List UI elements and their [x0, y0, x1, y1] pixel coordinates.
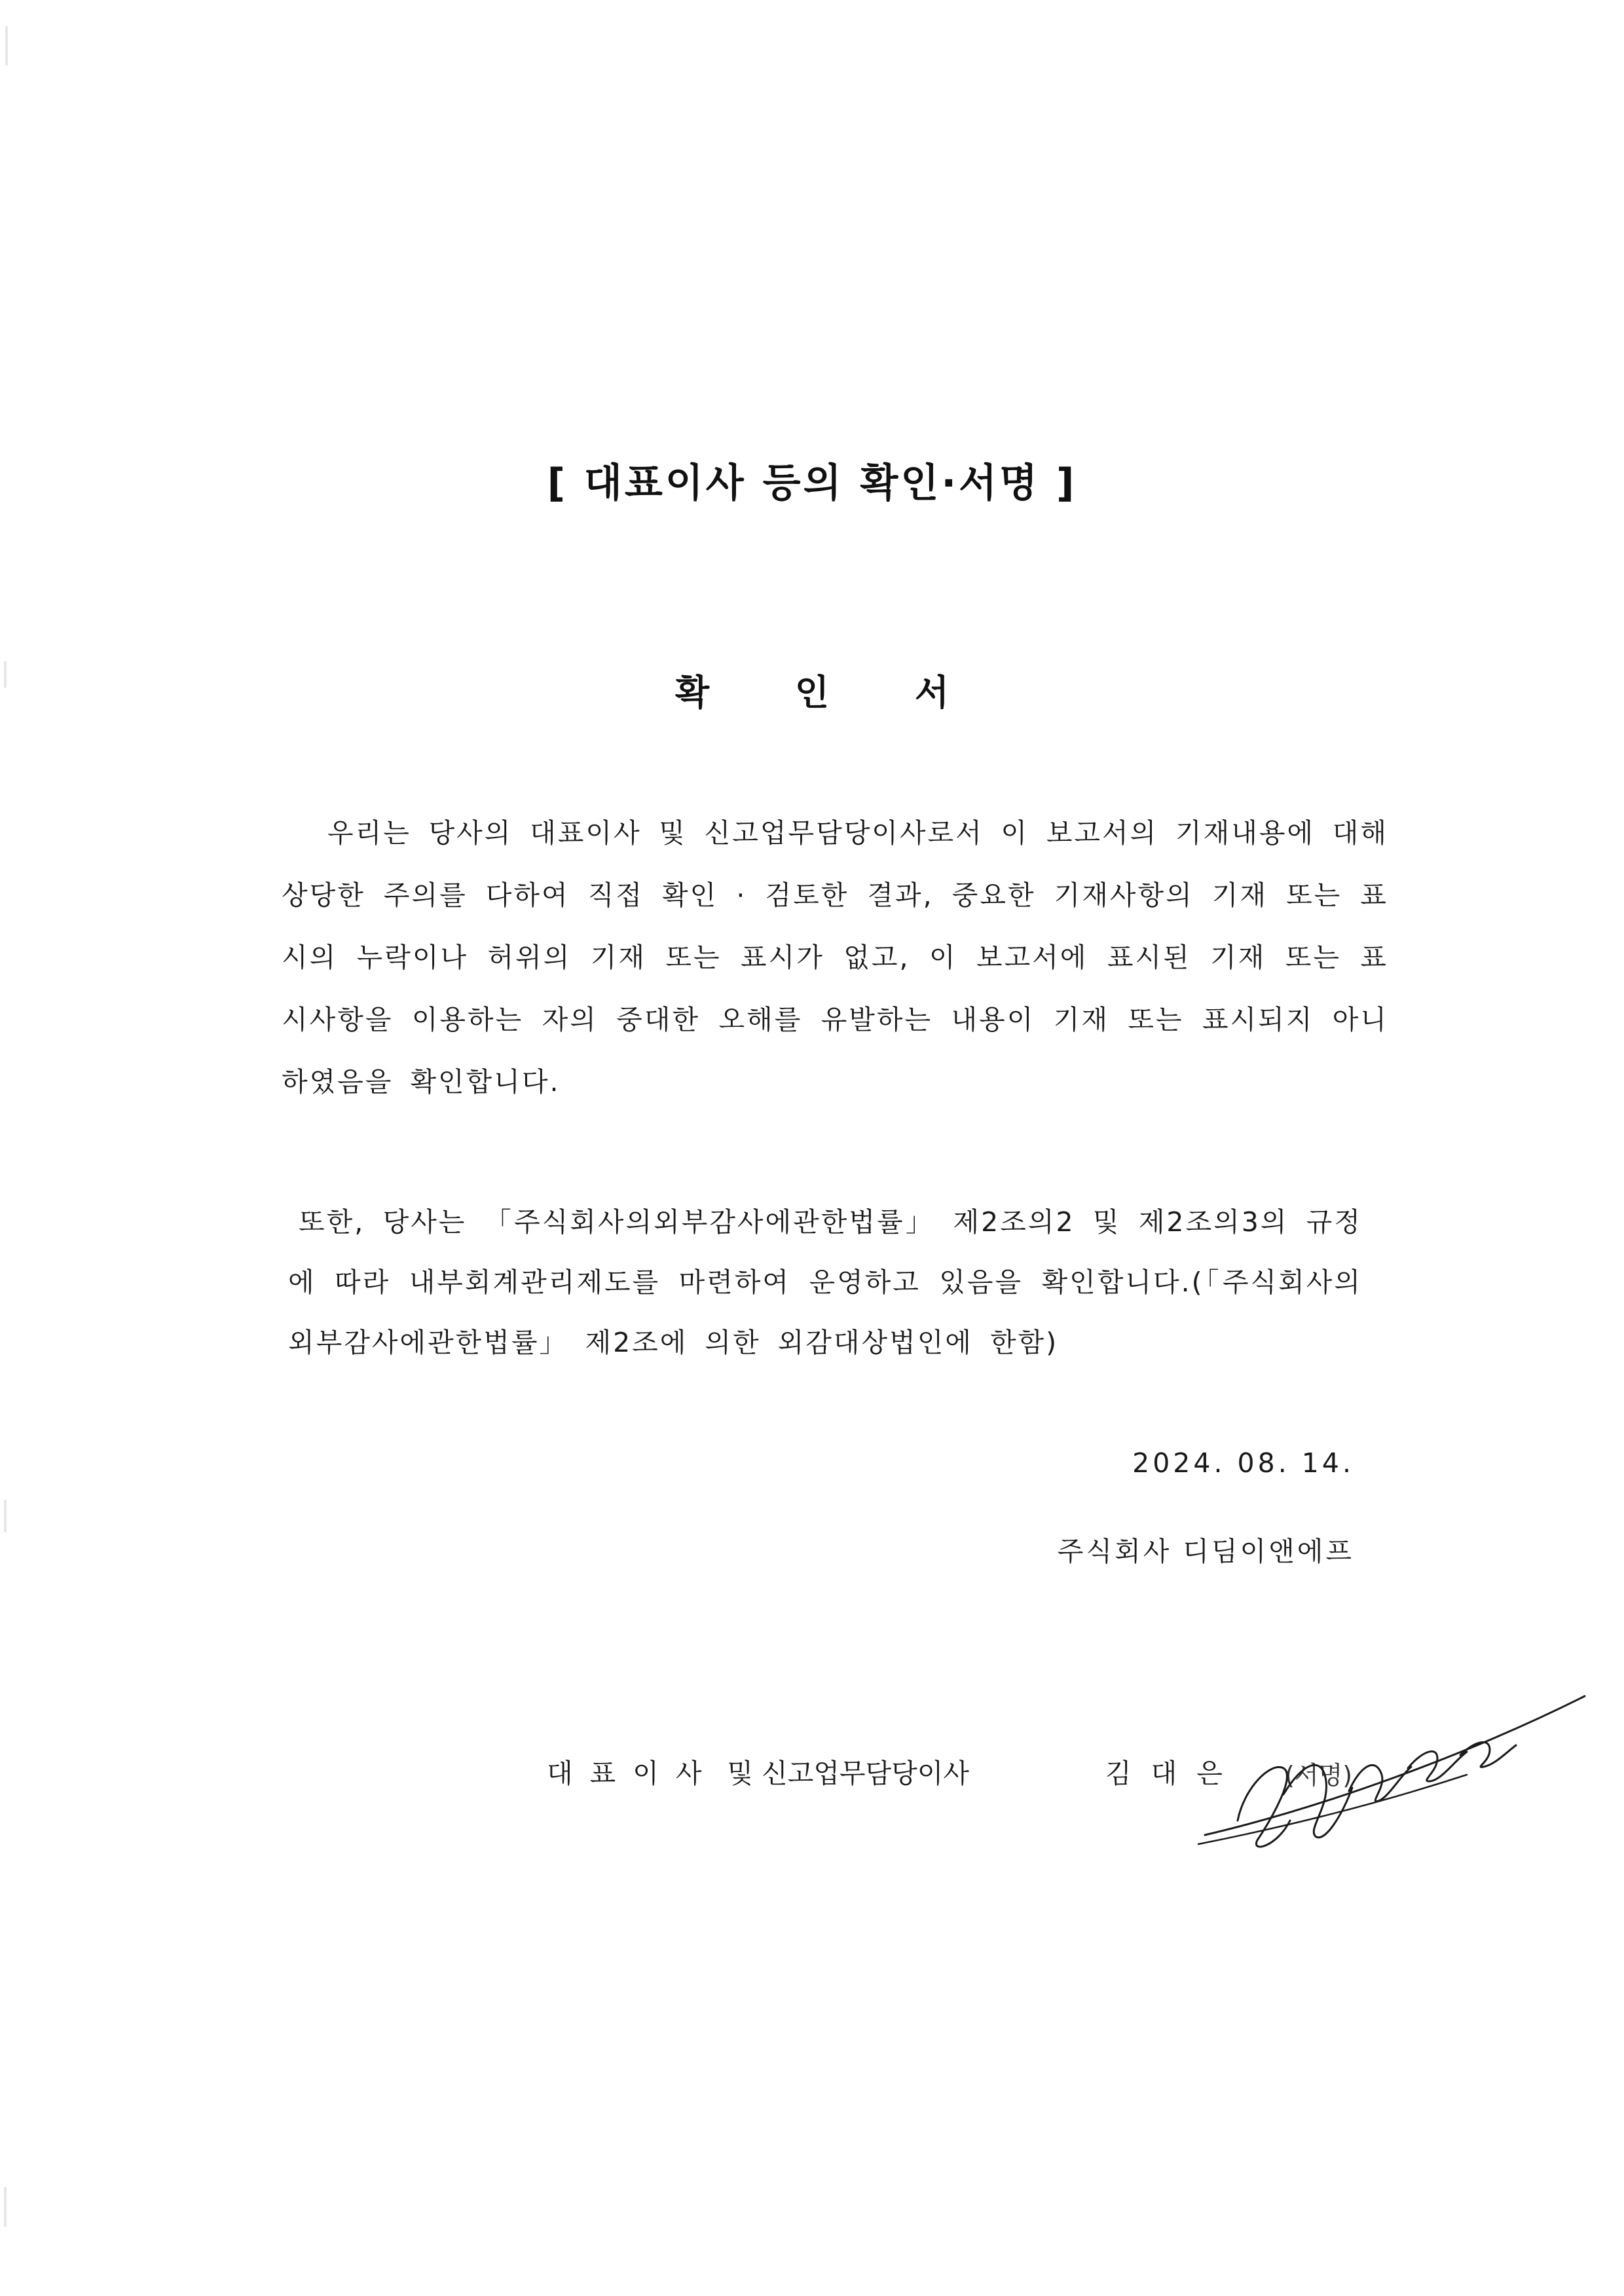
signer-name: 김대은	[1105, 1758, 1242, 1789]
document-subtitle: 확 인 서	[674, 672, 986, 713]
signer-role-suffix: 및 신고업무담당이사	[727, 1758, 969, 1789]
signer-role-prefix: 대표이사	[547, 1758, 719, 1789]
document-heading: [ 대표이사 등의 확인·서명 ]	[547, 460, 1077, 506]
document-date: 2024. 08. 14.	[1132, 1447, 1354, 1479]
seal-label: (서명)	[1285, 1761, 1353, 1790]
scan-edge-mark	[4, 661, 7, 688]
confirmation-paragraph: 우리는 당사의 대표이사 및 신고업무담당이사로서 이 보고서의 기재내용에 대해 상당한 주의를 다하여 직접 확인 · 검토한 결과, 중요한 기재사항의 기재 또는 표시의 누락이나 허위의 기재 또는 표시가 없고, 이 보고서에 표시된 기재 또는 표시사항을 이용하는 자의 중대한 오해를 유발하는 내용이 기재 또는 표시되지 아니하였음을 확인합니다.	[282, 817, 1388, 1098]
scan-edge-mark	[4, 2187, 7, 2227]
company-name: 주식회사 디딤이앤에프	[1057, 1536, 1354, 1567]
scan-edge-mark	[5, 26, 8, 65]
scan-edge-mark	[4, 1500, 7, 1532]
internal-control-paragraph: 또한, 당사는 「주식회사의외부감사에관한법률」 제2조의2 및 제2조의3의 규정에 따라 내부회계관리제도를 마련하여 운영하고 있음을 확인합니다.(「주식회사의외부감사에관한법률」 제2조에 의한 외감대상법인에 한함)	[288, 1206, 1362, 1358]
signer-role	[547, 1752, 969, 1790]
handwritten-signature	[1192, 1690, 1611, 1860]
